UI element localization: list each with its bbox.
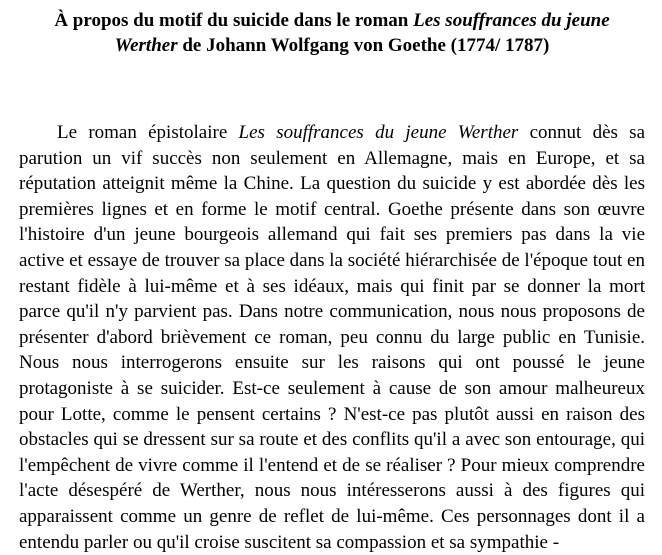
title-work-title: Les souffrances du jeune Werther — [114, 10, 610, 56]
title-part-1: À propos du motif du suicide dans le roman — [54, 10, 414, 31]
paragraph-intro: Le roman épistolaire — [57, 122, 239, 143]
document-title — [19, 8, 645, 58]
paragraph-text: connut dès sa parution un vif succès non seulement en Allemagne, mais en Europe, et sa réputation atteignit même la Chine. La question du suicide y est abordée dès les premières lignes et en forme le motif central. Goethe présente dans son œuvre l'histoire d'un jeune bourgeois allemand qui fait ses premiers pas dans la vie active et essaye de trouver sa place dans la société hiérarchisée de l'époque tout en restant fidèle à lui-même et à ses idéaux, mais qui finit par se donner la mort parce qu'il n'y parvient pas. Dans notre communication, nous nous proposons de présenter d'abord brièvement ce roman, peu connu du large public en Tunisie. Nous nous interrogerons ensuite sur les raisons qui ont poussé le jeune protagoniste à se suicider. Est-ce seulement à cause de son amour malheureux pour Lotte, comme le pensent certains ? N'est-ce pas plutôt aussi en raison des obstacles qui se dressent sur sa route et des conflits qu'il a avec son entourage, qui l'empêchent de vivre comme il l'entend et de se réaliser ? Pour mieux comprendre l'acte désespéré de Werther, nous nous intéresserons aussi à des figures qui apparaissent comme un genre de reflet de lui-même. Ces personnages dont il a entendu parler ou qu'il croise suscitent sa compassion et sa sympathie - — [19, 122, 645, 553]
title-part-2: de Johann Wolfgang von Goethe (1774/ 1787) — [177, 35, 550, 56]
paragraph-work-title: Les souffrances du jeune Werther — [238, 122, 519, 143]
abstract-paragraph — [19, 120, 645, 555]
